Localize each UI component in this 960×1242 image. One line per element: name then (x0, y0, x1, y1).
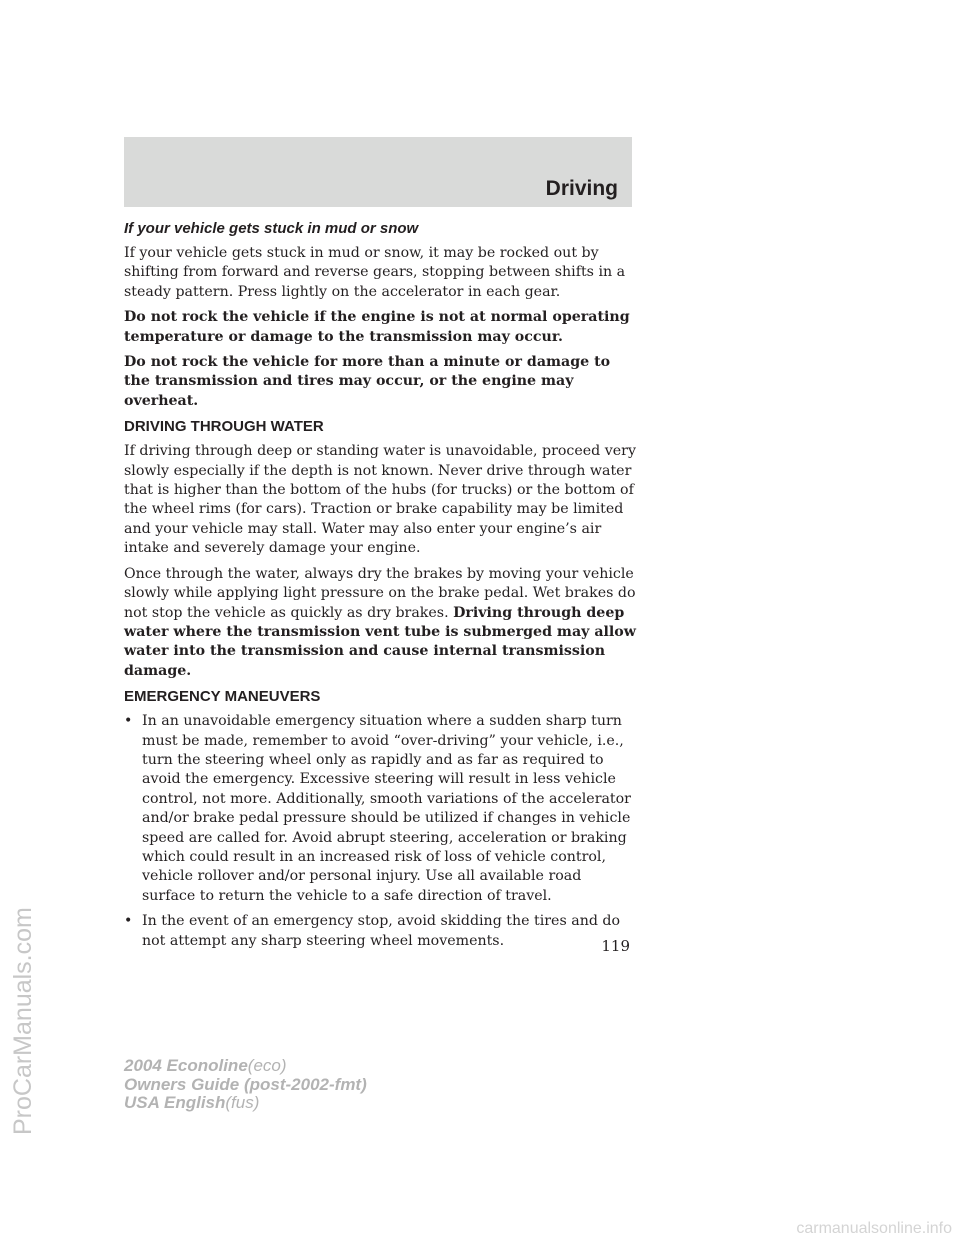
stuck-warning-2: Do not rock the vehicle for more than a minute or damage to the transmission and tires may occur, or the engine may overheat. (124, 354, 611, 409)
list-item-text: In the event of an emergency stop, avoid skidding the tires and do not attempt any sharp steering wheel movements. (142, 913, 621, 949)
side-watermark: ProCarManuals.com (9, 907, 37, 1135)
section-header-band (124, 137, 632, 207)
emergency-list (124, 712, 636, 951)
water-paragraph-2-plain: Once through the water, always dry the brakes by moving your vehicle slowly while applying light pressure on the brake pedal. Wet brakes do not stop the vehicle as quickly as dry brakes. (124, 565, 636, 621)
footer-model: 2004 Econoline (124, 1056, 248, 1075)
footer-line-1 (124, 1057, 367, 1076)
site-watermark: carmanualsonline.info (796, 1220, 952, 1237)
list-item (124, 912, 636, 951)
footer-language: USA English (124, 1093, 226, 1112)
stuck-heading: If your vehicle gets stuck in mud or snow (124, 220, 419, 237)
footer-line-2: Owners Guide (post-2002-fmt) (124, 1074, 367, 1094)
page-content (124, 219, 636, 957)
document-footer (124, 1057, 367, 1113)
stuck-paragraph: If your vehicle gets stuck in mud or snow, it may be rocked out by shifting from forward and reverse gears, stopping between shifts in a steady pattern. Press lightly on the accelerator in each gear. (124, 245, 626, 300)
list-item-text: In an unavoidable emergency situation where a sudden sharp turn must be made, remember to avoid “over-driving” your vehicle, i.e., turn the steering wheel only as rapidly and as far as required to avoid the emergency. Excessive steering will result in less vehicle control, not more. Additionally, smooth variations of the accelerator and/or brake pedal pressure should be utilized if changes in vehicle speed are called for. Avoid abrupt steering, acceleration or braking which could result in an increased risk of loss of vehicle control, vehicle rollover and/or personal injury. Use all available road surface to return the vehicle to a safe direction of travel. (142, 713, 631, 904)
water-paragraph-2-warning: Driving through deep water where the transmission vent tube is submerged may allow water into the transmission and cause internal transmission damage. (124, 604, 636, 679)
page-number: 119 (601, 937, 630, 955)
footer-language-code: (fus) (225, 1093, 260, 1112)
water-paragraph-1: If driving through deep or standing water is unavoidable, proceed very slowly especially if the depth is not known. Never drive through water that is higher than the bottom of the hubs (for trucks) or the bottom of the wheel rims (for cars). Traction or brake capability may be limited and your vehicle may stall. Water may also enter your engine’s air intake and severely damage your engine. (124, 443, 636, 557)
water-paragraph-2 (124, 565, 636, 681)
section-title: Driving (545, 177, 618, 200)
list-item (124, 712, 636, 906)
footer-model-code: (eco) (247, 1056, 287, 1075)
emergency-heading: EMERGENCY MANEUVERS (124, 688, 321, 706)
bullet-icon: • (124, 713, 133, 730)
stuck-warning-1: Do not rock the vehicle if the engine is not at normal operating temperature or damage to the transmission may occur. (124, 309, 630, 345)
water-heading: DRIVING THROUGH WATER (124, 418, 324, 436)
bullet-icon: • (124, 913, 133, 930)
footer-line-3 (124, 1094, 367, 1113)
